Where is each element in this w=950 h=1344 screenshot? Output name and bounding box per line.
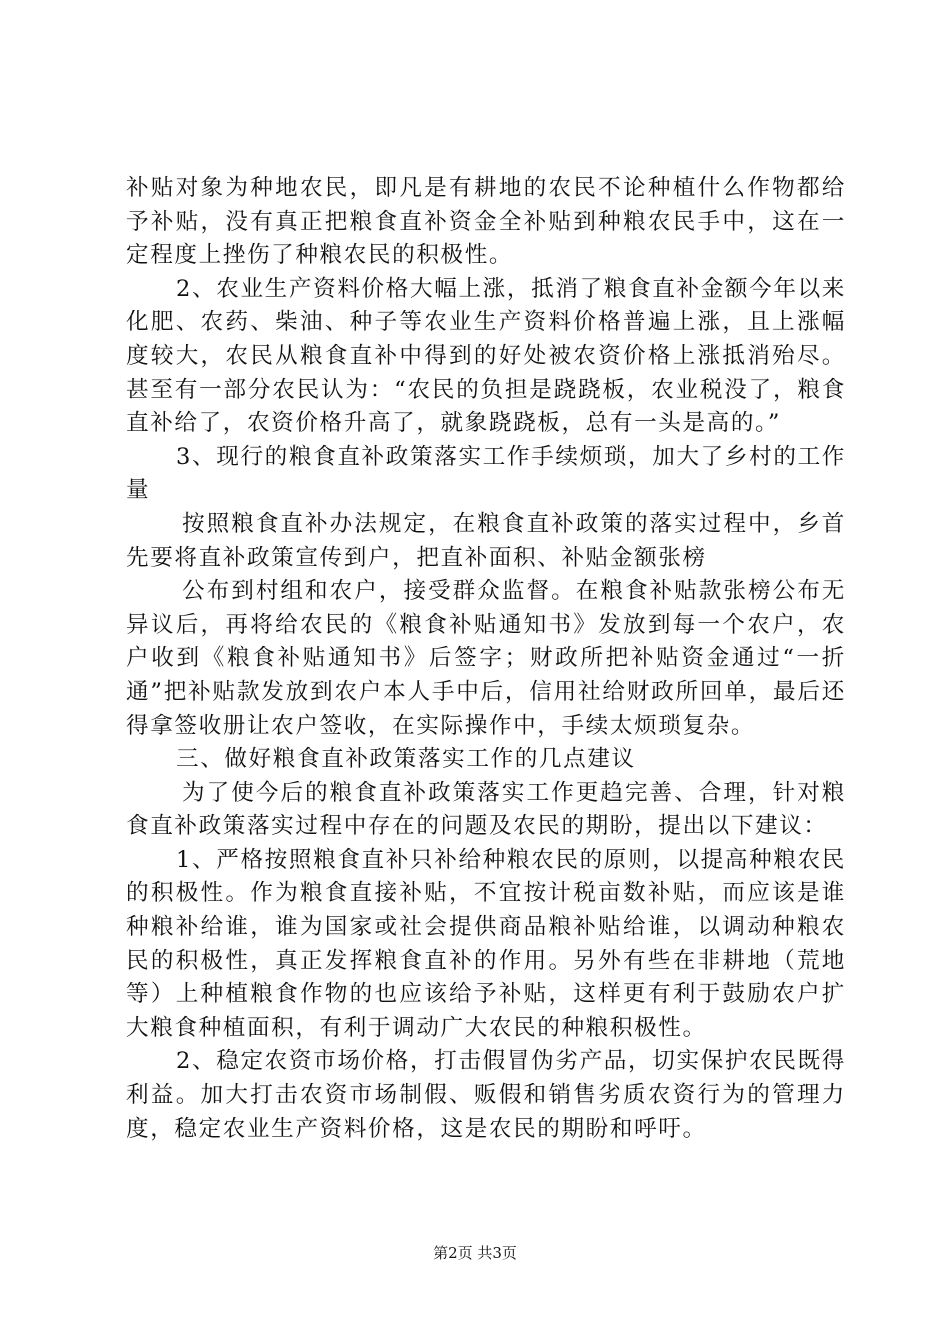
document-body (126, 172, 846, 1146)
paragraph-procedure-continued: 公布到村组和农户，接受群众监督。在粮食补贴款张榜公布无异议后，再将给农民的《粮食补贴通知书》发放到每一个农户，农户收到《粮食补贴通知书》后签字；财政所把补贴资金通过“一折通”把补贴款发放到农户本人手中后，信用社给财政所回单，最后还得拿签收册让农户签收，在实际操作中，手续太烦琐复杂。 (126, 578, 846, 739)
page-number-label: 第2页 共3页 (433, 1244, 517, 1262)
paragraph-item-3: 3、现行的粮食直补政策落实工作手续烦琐，加大了乡村的工作量 (126, 443, 846, 504)
section-heading-suggestions: 三、做好粮食直补政策落实工作的几点建议 (176, 746, 636, 773)
paragraph-procedure: 按照粮食直补办法规定，在粮食直补政策的落实过程中，乡首先要将直补政策宣传到户，把直补面积、补贴金额张榜 (126, 510, 846, 571)
paragraph-suggestions-intro: 为了使今后的粮食直补政策落实工作更趋完善、合理，针对粮食直补政策落实过程中存在的问题及农民的期盼，提出以下建议： (126, 779, 846, 840)
paragraph-continuation: 补贴对象为种地农民，即凡是有耕地的农民不论种植什么作物都给予补贴，没有真正把粮食直补资金全补贴到种粮农民手中，这在一定程度上挫伤了种粮农民的积极性。 (126, 175, 846, 269)
page-footer (0, 1243, 950, 1263)
paragraph-suggestion-2: 2、稳定农资市场价格，打击假冒伪劣产品，切实保护农民既得利益。加大打击农资市场制假、贩假和销售劣质农资行为的管理力度，稳定农业生产资料价格，这是农民的期盼和呼吁。 (126, 1048, 846, 1142)
paragraph-suggestion-1: 1、严格按照粮食直补只补给种粮农民的原则，以提高种粮农民的积极性。作为粮食直接补贴，不宜按计税亩数补贴，而应该是谁种粮补给谁，谁为国家或社会提供商品粮补贴给谁，以调动种粮农民的积极性，真正发挥粮食直补的作用。另外有些在非耕地（荒地等）上种植粮食作物的也应该给予补贴，这样更有利于鼓励农户扩大粮食种植面积，有利于调动广大农民的种粮积极性。 (126, 846, 846, 1041)
paragraph-item-2: 2、农业生产资料价格大幅上涨，抵消了粮食直补金额今年以来化肥、农药、柴油、种子等农业生产资料价格普遍上涨，且上涨幅度较大，农民从粮食直补中得到的好处被农资价格上涨抵消殆尽。甚至有一部分农民认为：“农民的负担是跷跷板，农业税没了，粮食直补给了，农资价格升高了，就象跷跷板，总有一头是高的。” (126, 275, 846, 437)
